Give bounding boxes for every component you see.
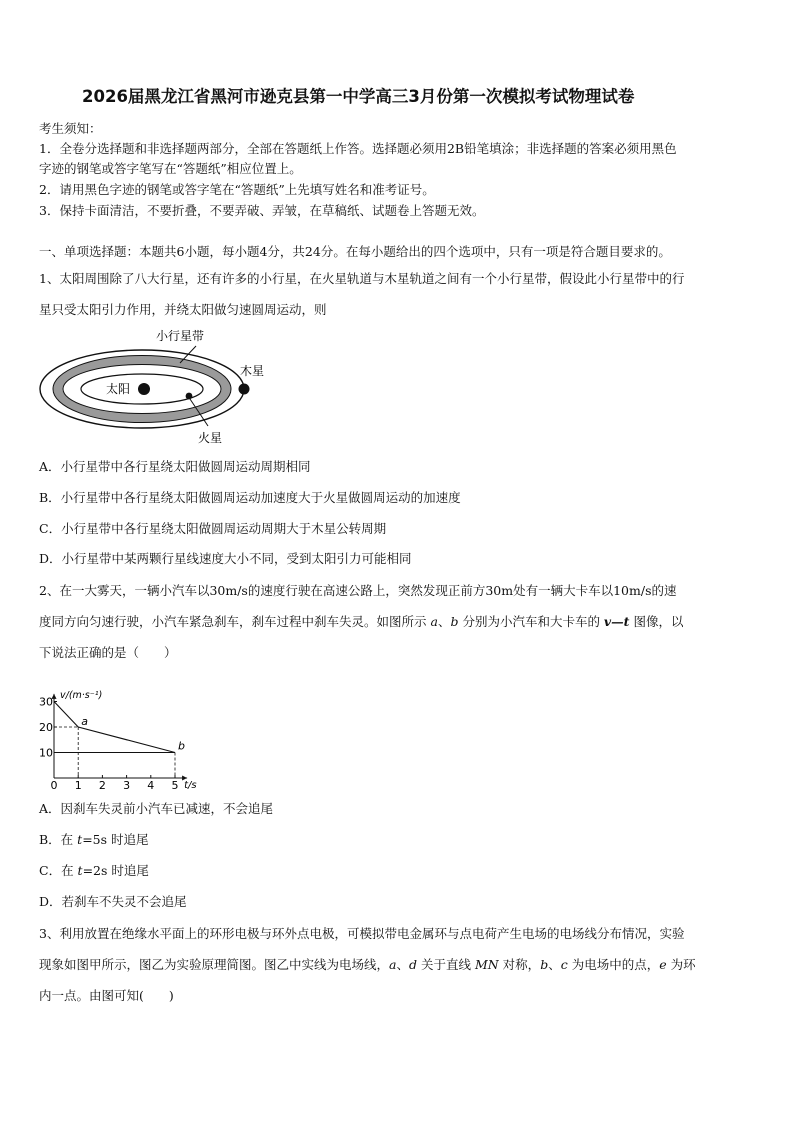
x-tick-label: 5 (171, 779, 179, 792)
q3-text-1: 现象如图甲所示，图乙为实验原理简图。图乙中实线为电场线， (39, 957, 390, 972)
notice-heading: 考生须知： (39, 121, 102, 136)
x-axis-label: t/s (184, 780, 197, 791)
q2-option-b-prefix: B．在 (39, 832, 78, 847)
y-tick-label: 20 (39, 721, 53, 734)
y-tick-label: 10 (39, 746, 53, 760)
q2-sep: 、 (437, 614, 451, 629)
q1-option-d: D．小行星带中某两颗行星线速度大小不同，受到太阳引力可能相同 (39, 551, 412, 566)
q3-stem-cont (39, 957, 696, 973)
q2-var-vt: v—t (603, 614, 630, 629)
annotation-b: b (178, 739, 185, 753)
q3-text-5: 为环 (666, 957, 696, 972)
q2-option-c-prefix: C．在 (39, 863, 78, 878)
q2-option-b (39, 832, 149, 848)
q2-option-b-var: t (77, 832, 83, 847)
section-heading: 一、单项选择题：本题共6小题，每小题4分，共24分。在每小题给出的四个选项中，只有一项是符合题目要求的。 (39, 244, 671, 259)
q3-var-c: c (560, 957, 568, 972)
q2-var-a: a (430, 614, 438, 629)
q3-var-a: a (389, 957, 397, 972)
notice-item-1: 1．全卷分选择题和非选择题两部分，全部在答题纸上作答。选择题必须用2B铅笔填涂；非选择题的答案必须用黑色 (39, 141, 677, 156)
q3-stem-end: 内一点。由图可知( ) (39, 988, 174, 1003)
q2-option-a-text: 因刹车失灵前小汽车已减速，不会追尾 (60, 801, 274, 816)
q2-text-3: 图像，以 (629, 614, 684, 629)
q2-option-d (39, 894, 187, 910)
q2-option-c-var: t (77, 863, 83, 878)
q2-stem-cont (39, 614, 683, 630)
q1-stem-cont: 星只受太阳引力作用，并绕太阳做匀速圆周运动，则 (39, 302, 327, 317)
jupiter-dot (239, 384, 250, 395)
mars-label: 火星 (198, 431, 223, 445)
q3-var-d: d (408, 957, 417, 972)
q3-var-mn: MN (474, 957, 499, 972)
q3-var-e: e (659, 957, 667, 972)
x-tick-label: 0 (50, 779, 58, 792)
q3-sep-1: 、 (396, 957, 409, 972)
orbit-diagram (38, 322, 288, 447)
x-tick-label: 4 (147, 779, 155, 792)
page-title: 2026届黑龙江省黑河市逊克县第一中学高三3月份第一次模拟考试物理试卷 (82, 87, 635, 106)
q2-var-b: b (450, 614, 459, 629)
x-tick-label: 1 (74, 779, 82, 792)
q2-text-2: 分别为小汽车和大卡车的 (458, 614, 604, 629)
vt-chart (38, 672, 213, 792)
q1-option-b: B．小行星带中各行星绕太阳做圆周运动加速度大于火星做圆周运动的加速度 (39, 490, 461, 505)
notice-item-2: 2．请用黑色字迹的钢笔或答字笔在“答题纸”上先填写姓名和准考证号。 (39, 182, 435, 197)
belt-label: 小行星带 (156, 329, 205, 343)
sun-label: 太阳 (106, 382, 131, 396)
q1-stem: 1、太阳周围除了八大行星，还有许多的小行星，在火星轨道与木星轨道之间有一个小行星带，假设此小行星带中的行 (39, 271, 685, 286)
q2-option-c-text: =2s 时追尾 (82, 863, 149, 878)
q3-text-3: 对称， (498, 957, 541, 972)
q2-stem: 2、在一大雾天，一辆小汽车以30m/s的速度行驶在高速公路上，突然发现正前方30m处有一辆大卡车以10m/s的速 (39, 583, 677, 598)
q2-option-a-prefix: A． (39, 801, 61, 816)
jupiter-label: 木星 (240, 364, 265, 378)
notice-item-3: 3．保持卡面清洁，不要折叠，不要弄破、弄皱，在草稿纸、试题卷上答题无效。 (39, 203, 485, 218)
q3-text-4: 为电场中的点， (567, 957, 660, 972)
q3-text-2: 关于直线 (417, 957, 475, 972)
mars-dot (186, 393, 193, 400)
q2-stem-end: 下说法正确的是（ ） (39, 645, 177, 660)
sun-dot (138, 383, 150, 395)
q3-sep-2: 、 (548, 957, 561, 972)
x-tick-label: 2 (98, 779, 106, 792)
series-a-line (54, 702, 175, 753)
q2-text-1: 度同方向匀速行驶，小汽车紧急刹车，刹车过程中刹车失灵。如图所示 (39, 614, 431, 629)
x-tick-label: 3 (123, 779, 131, 792)
q2-option-c (39, 863, 149, 879)
y-axis-label: v/(m·s⁻¹) (60, 689, 103, 701)
q2-option-d-text: 若刹车不失灵不会追尾 (61, 894, 187, 909)
q2-option-b-text: =5s 时追尾 (82, 832, 149, 847)
q2-option-d-prefix: D． (39, 894, 62, 909)
notice-item-1-cont: 字迹的钢笔或答字笔写在“答题纸”相应位置上。 (39, 161, 302, 176)
q1-option-a: A．小行星带中各行星绕太阳做圆周运动周期相同 (39, 459, 311, 474)
q3-var-b: b (540, 957, 549, 972)
annotation-a: a (81, 715, 88, 728)
q1-option-c: C．小行星带中各行星绕太阳做圆周运动周期大于木星公转周期 (39, 521, 387, 536)
q3-stem: 3、利用放置在绝缘水平面上的环形电极与环外点电极，可模拟带电金属环与点电荷产生电场的电场线分布情况，实验 (39, 926, 685, 941)
y-tick-label: 30 (39, 695, 53, 709)
q2-option-a (39, 801, 273, 817)
